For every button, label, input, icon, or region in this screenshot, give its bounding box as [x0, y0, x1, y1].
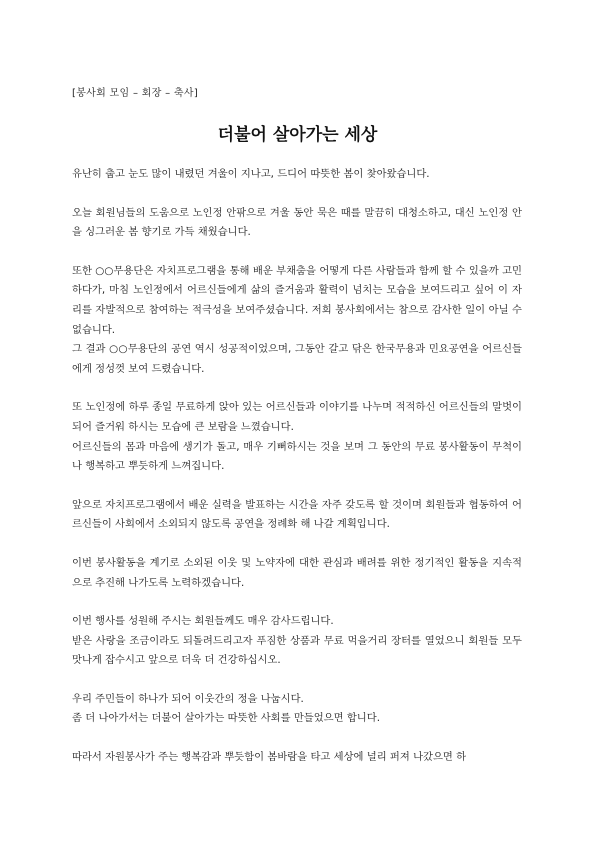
paragraph-text: 유난히 춥고 눈도 많이 내렸던 겨울이 지나고, 드디어 따뜻한 봄이 찾아왔습니다. — [72, 168, 430, 180]
paragraph-text: 따라서 자원봉사가 주는 행복감과 뿌듯함이 봄바람을 타고 세상에 널리 퍼져 나갔으면 하 — [72, 751, 467, 764]
paragraph-text: 좀 더 나아가서는 더불어 살아가는 따뜻한 사회를 만들었으면 합니다. — [72, 712, 380, 725]
paragraph-text: 그 결과 ○○무용단의 공연 역시 성공적이었으며, 그동안 갈고 닦은 한국무용과 민요공연을 어르신들에게 정성껏 보여 드렸습니다. — [72, 343, 522, 375]
document-body — [72, 165, 522, 787]
document-tag: [봉사회 모임 – 회장 – 축사] — [72, 88, 199, 99]
paragraph — [72, 554, 522, 593]
paragraph — [72, 612, 522, 671]
paragraph — [72, 748, 522, 768]
paragraph — [72, 398, 522, 476]
paragraph-text: 어르신들의 몸과 마음에 생기가 돌고, 매우 기뻐하시는 것을 보며 그 동안의 무료 봉사활동이 무척이나 행복하고 뿌듯하게 느껴집니다. — [72, 440, 522, 473]
paragraph-text: 또한 ○○무용단은 자치프로그램을 통해 배운 부채춤을 어떻게 다른 사람들과 함께 할 수 있을까 고민하다가, 마침 노인정에서 어르신들에게 삶의 즐거움과 활력이 넘치는 모습을 보여드리고 싶어 이 자리를 자발적으로 참여하는 적극성을 보여주셨습니다. 저희 봉사회에서는 참으로 감사한 일이 아닐 수 없습니다. — [72, 264, 522, 336]
paragraph-text: 오늘 회원님들의 도움으로 노인정 안팎으로 겨울 동안 묵은 때를 말끔히 대청소하고, 대신 노인정 안을 싱그러운 봄 향기로 가득 채웠습니다. — [72, 206, 522, 239]
paragraph — [72, 690, 522, 729]
paragraph-text: 이번 행사를 성원해 주시는 회원들께도 매우 감사드립니다. — [72, 615, 334, 628]
paragraph — [72, 165, 522, 185]
paragraph — [72, 496, 522, 535]
paragraph-text: 또 노인정에 하루 종일 무료하게 앉아 있는 어르신들과 이야기를 나누며 적적하신 어르신들의 말벗이 되어 즐거워 하시는 모습에 큰 보람을 느꼈습니다. — [72, 401, 522, 433]
paragraph — [72, 262, 522, 380]
document-title: 더불어 살아가는 세상 — [217, 125, 378, 145]
paragraph — [72, 204, 522, 243]
paragraph-text: 받은 사랑을 조금이라도 되돌려드리고자 푸짐한 상품과 무료 먹을거리 장터를 열었으니 회원들 모두 맛나게 잡수시고 앞으로 더욱 더 건강하십시오. — [72, 634, 522, 667]
paragraph-text: 앞으로 자치프로그램에서 배운 실력을 발표하는 시간을 자주 갖도록 할 것이며 회원들과 협동하여 어르신들이 사회에서 소외되지 않도록 공연을 정례화 해 나갈 계획입니다. — [72, 498, 522, 531]
paragraph-text: 우리 주민들이 하나가 되어 이웃간의 정을 나눕시다. — [72, 692, 304, 705]
paragraph-text: 이번 봉사활동을 계기로 소외된 이웃 및 노약자에 대한 관심과 배려를 위한 정기적인 활동을 지속적으로 추진해 나가도록 노력하겠습니다. — [72, 556, 522, 589]
